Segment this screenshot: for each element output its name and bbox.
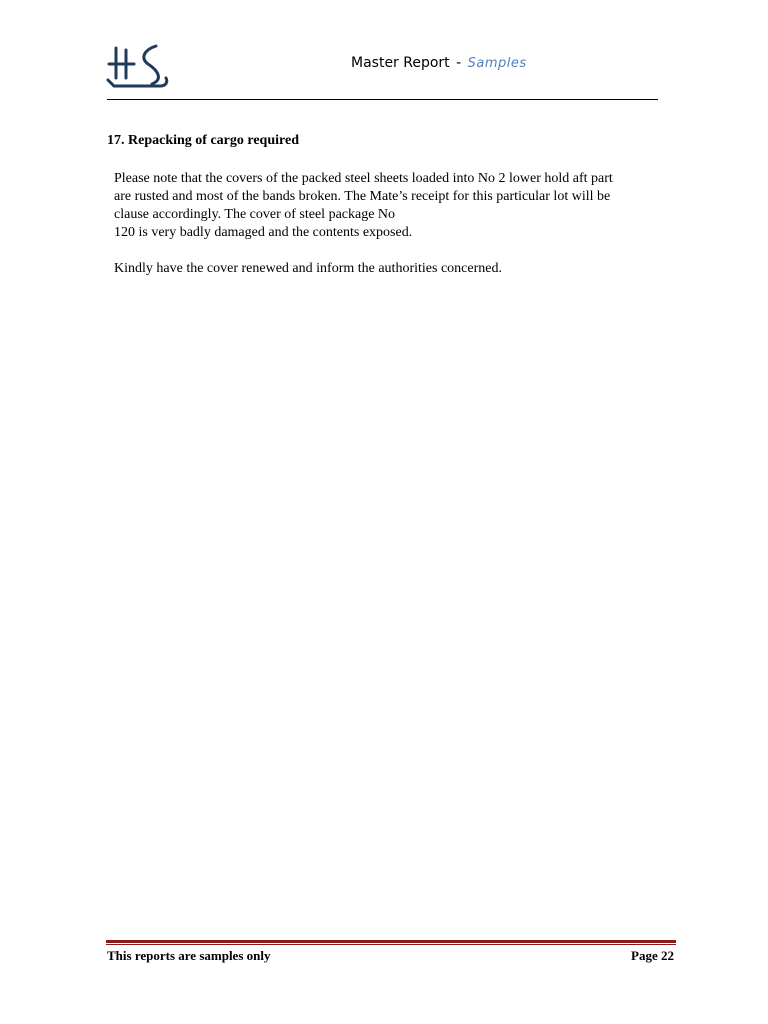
body-paragraph-2: Kindly have the cover renewed and inform the authorities concerned.	[114, 261, 502, 276]
report-title-text: Master Report	[351, 55, 450, 71]
body-line: are rusted and most of the bands broken. The Mate’s receipt for this particular lot will be	[114, 189, 611, 204]
body-line: Please note that the covers of the packed steel sheets loaded into No 2 lower hold aft part	[114, 171, 613, 186]
header-divider	[107, 99, 658, 100]
report-subtitle: Samples	[467, 56, 527, 71]
title-separator: -	[456, 55, 462, 71]
company-logo-icon	[106, 42, 170, 92]
section-body	[114, 170, 674, 278]
section-heading: 17. Repacking of cargo required	[107, 133, 299, 148]
page-number: Page 22	[631, 948, 674, 963]
report-title	[351, 55, 527, 71]
footer-divider	[106, 940, 676, 943]
footer-note: This reports are samples only	[107, 948, 271, 963]
body-line: clause accordingly. The cover of steel package No	[114, 207, 396, 222]
body-line: 120 is very badly damaged and the contents exposed.	[114, 225, 413, 240]
footer-divider-thin	[106, 944, 676, 945]
